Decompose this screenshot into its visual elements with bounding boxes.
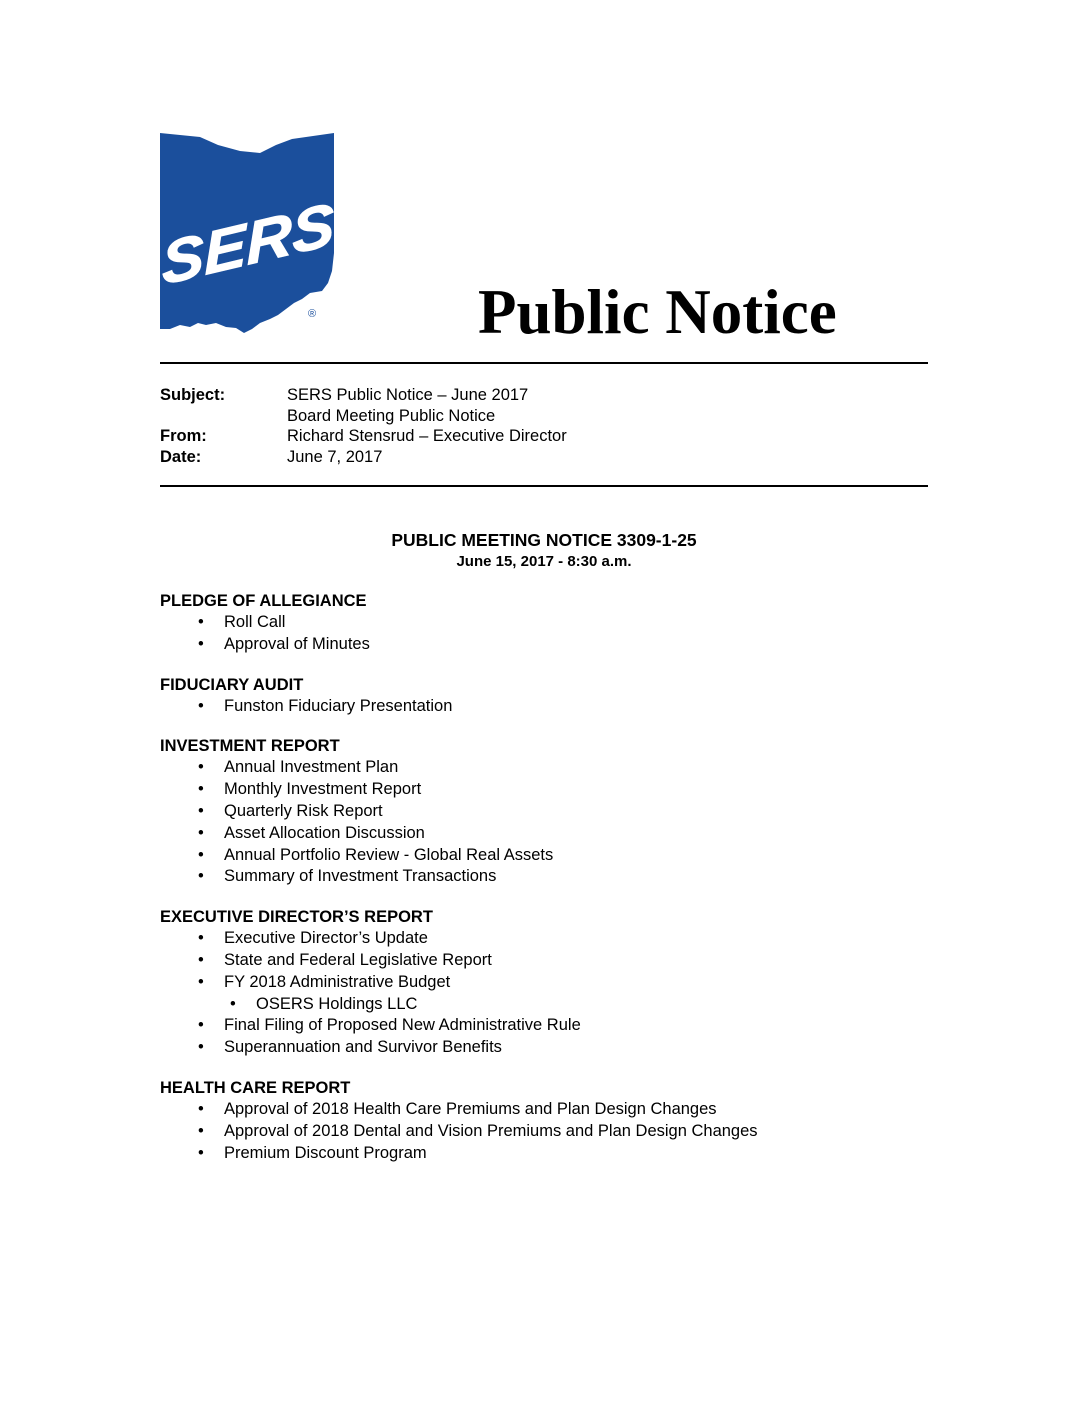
memo-value: June 7, 2017 <box>287 447 383 466</box>
bullet-icon: • <box>198 1038 204 1057</box>
list-item-text: Final Filing of Proposed New Administrative Rule <box>224 1016 581 1035</box>
bullet-icon: • <box>198 1016 204 1035</box>
agenda-section <box>160 674 928 718</box>
page-title: Public Notice <box>478 277 837 347</box>
list-item <box>160 950 928 972</box>
sub-list-item <box>160 994 928 1016</box>
list-item-text: Approval of 2018 Health Care Premiums and Plan Design Changes <box>224 1099 717 1118</box>
list-item <box>160 1015 928 1037</box>
bullet-icon: • <box>198 696 204 715</box>
list-item <box>160 823 928 845</box>
bullet-icon: • <box>198 950 204 969</box>
bullet-icon: • <box>198 801 204 820</box>
list-item <box>160 928 928 950</box>
agenda-section <box>160 1077 928 1164</box>
list-item <box>160 757 928 779</box>
list-item <box>160 972 928 994</box>
list-item-text: OSERS Holdings LLC <box>256 994 418 1013</box>
svg-text:SERS: SERS <box>160 190 336 299</box>
list-item-text: Quarterly Risk Report <box>224 801 383 820</box>
divider-bottom <box>160 485 928 487</box>
list-item-text: Funston Fiduciary Presentation <box>224 696 453 715</box>
list-item <box>160 801 928 823</box>
list-item-text: Executive Director’s Update <box>224 929 428 948</box>
meeting-datetime: June 15, 2017 - 8:30 a.m. <box>456 553 632 570</box>
list-item <box>160 1037 928 1059</box>
list-item-text: Approval of Minutes <box>224 634 370 653</box>
memo-value: SERS Public Notice – June 2017 <box>287 386 529 404</box>
list-item <box>160 1121 928 1143</box>
bullet-icon: • <box>198 758 204 777</box>
section-heading: INVESTMENT REPORT <box>160 737 340 756</box>
bullet-icon: • <box>198 972 204 991</box>
bullet-icon: • <box>198 1121 204 1140</box>
list-item-text: Summary of Investment Transactions <box>224 867 497 886</box>
bullet-icon: • <box>198 613 204 631</box>
list-item <box>160 779 928 801</box>
section-heading: PLEDGE OF ALLEGIANCE <box>160 592 367 610</box>
bullet-icon: • <box>198 867 204 886</box>
list-item-text: Superannuation and Survivor Benefits <box>224 1038 502 1057</box>
registered-mark: ® <box>307 308 317 320</box>
ohio-state-shape-icon <box>160 133 336 333</box>
list-item <box>160 612 928 634</box>
bullet-icon: • <box>198 1099 204 1118</box>
sers-logo <box>160 133 336 333</box>
list-item-text: Annual Portfolio Review - Global Real Assets <box>224 845 554 864</box>
agenda-section <box>160 906 928 1059</box>
memo-label: Date: <box>160 447 202 466</box>
section-heading: EXECUTIVE DIRECTOR’S REPORT <box>160 908 433 927</box>
list-item-text: Monthly Investment Report <box>224 780 422 799</box>
bullet-icon: • <box>198 929 204 948</box>
divider-top <box>160 362 928 364</box>
bullet-icon: • <box>198 1143 204 1162</box>
bullet-icon: • <box>198 845 204 864</box>
list-item <box>160 1143 928 1165</box>
bullet-icon: • <box>198 823 204 842</box>
memo-label: Subject: <box>160 386 226 404</box>
list-item <box>160 845 928 867</box>
list-item-text: Roll Call <box>224 613 286 631</box>
agenda-section <box>160 590 928 656</box>
list-item-text: Annual Investment Plan <box>224 758 399 777</box>
list-item <box>160 866 928 888</box>
bullet-icon: • <box>230 994 236 1013</box>
memo-value: Richard Stensrud – Executive Director <box>287 427 567 445</box>
list-item <box>160 696 928 718</box>
agenda-section <box>160 735 928 888</box>
list-item-text: Asset Allocation Discussion <box>224 823 425 842</box>
list-item-text: Approval of 2018 Dental and Vision Premiums and Plan Design Changes <box>224 1121 758 1140</box>
section-heading: FIDUCIARY AUDIT <box>160 675 304 694</box>
list-item <box>160 1099 928 1121</box>
memo-label: From: <box>160 427 207 445</box>
list-item-text: FY 2018 Administrative Budget <box>224 972 451 991</box>
memo-value: Board Meeting Public Notice <box>287 406 496 425</box>
agenda <box>160 590 928 1182</box>
bullet-icon: • <box>198 780 204 799</box>
section-heading: HEALTH CARE REPORT <box>160 1078 351 1097</box>
list-item-text: Premium Discount Program <box>224 1143 427 1162</box>
list-item-text: State and Federal Legislative Report <box>224 950 492 969</box>
bullet-icon: • <box>198 634 204 653</box>
list-item <box>160 634 928 656</box>
meeting-title: PUBLIC MEETING NOTICE 3309-1-25 <box>391 530 697 550</box>
